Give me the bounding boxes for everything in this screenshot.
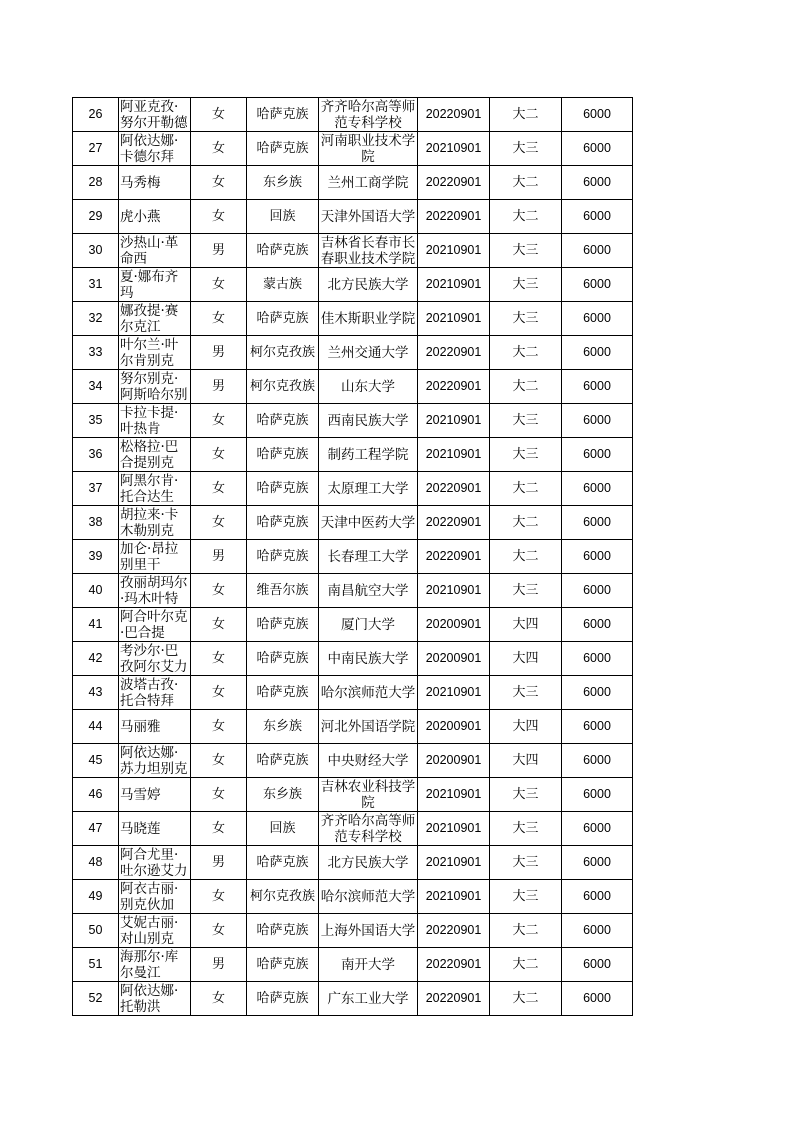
- enrollment-date-cell: 20220901: [418, 472, 490, 506]
- student-name-cell: 阿依达娜·卡德尔拜: [119, 132, 191, 166]
- row-number-cell: 27: [73, 132, 119, 166]
- school-cell: 西南民族大学: [319, 404, 418, 438]
- row-number-cell: 41: [73, 608, 119, 642]
- gender-cell: 女: [191, 404, 247, 438]
- grade-cell: 大二: [490, 98, 562, 132]
- enrollment-date-cell: 20220901: [418, 200, 490, 234]
- amount-cell: 6000: [562, 166, 633, 200]
- school-cell: 长春理工大学: [319, 540, 418, 574]
- row-number-cell: 40: [73, 574, 119, 608]
- table-row: [73, 472, 633, 506]
- student-name-cell: 加仑·昂拉别里干: [119, 540, 191, 574]
- grade-cell: 大二: [490, 472, 562, 506]
- school-cell: 广东工业大学: [319, 982, 418, 1016]
- amount-cell: 6000: [562, 506, 633, 540]
- student-name-cell: 阿依达娜·苏力坦别克: [119, 744, 191, 778]
- amount-cell: 6000: [562, 982, 633, 1016]
- gender-cell: 女: [191, 506, 247, 540]
- grade-cell: 大三: [490, 132, 562, 166]
- table-row: [73, 370, 633, 404]
- row-number-cell: 48: [73, 846, 119, 880]
- student-name-cell: 马雪婷: [119, 778, 191, 812]
- grade-cell: 大四: [490, 744, 562, 778]
- table-row: [73, 846, 633, 880]
- ethnicity-cell: 哈萨克族: [247, 676, 319, 710]
- grade-cell: 大二: [490, 200, 562, 234]
- gender-cell: 女: [191, 914, 247, 948]
- table-row: [73, 710, 633, 744]
- row-number-cell: 37: [73, 472, 119, 506]
- ethnicity-cell: 哈萨克族: [247, 540, 319, 574]
- school-cell: 中央财经大学: [319, 744, 418, 778]
- gender-cell: 男: [191, 370, 247, 404]
- enrollment-date-cell: 20200901: [418, 608, 490, 642]
- enrollment-date-cell: 20210901: [418, 302, 490, 336]
- student-name-cell: 夏·娜布齐玛: [119, 268, 191, 302]
- row-number-cell: 44: [73, 710, 119, 744]
- school-cell: 齐齐哈尔高等师范专科学校: [319, 98, 418, 132]
- gender-cell: 女: [191, 676, 247, 710]
- enrollment-date-cell: 20210901: [418, 132, 490, 166]
- grade-cell: 大二: [490, 506, 562, 540]
- row-number-cell: 35: [73, 404, 119, 438]
- amount-cell: 6000: [562, 710, 633, 744]
- enrollment-date-cell: 20210901: [418, 404, 490, 438]
- row-number-cell: 34: [73, 370, 119, 404]
- ethnicity-cell: 哈萨克族: [247, 608, 319, 642]
- student-name-cell: 海那尔·库尔曼江: [119, 948, 191, 982]
- student-name-cell: 阿依达娜·托勒洪: [119, 982, 191, 1016]
- grade-cell: 大三: [490, 404, 562, 438]
- grade-cell: 大三: [490, 812, 562, 846]
- gender-cell: 女: [191, 778, 247, 812]
- school-cell: 哈尔滨师范大学: [319, 676, 418, 710]
- table-row: [73, 200, 633, 234]
- enrollment-date-cell: 20210901: [418, 778, 490, 812]
- amount-cell: 6000: [562, 370, 633, 404]
- gender-cell: 男: [191, 336, 247, 370]
- row-number-cell: 38: [73, 506, 119, 540]
- student-name-cell: 艾妮古丽·对山别克: [119, 914, 191, 948]
- student-name-cell: 阿合尤里·吐尔逊艾力: [119, 846, 191, 880]
- grade-cell: 大四: [490, 642, 562, 676]
- school-cell: 北方民族大学: [319, 846, 418, 880]
- enrollment-date-cell: 20210901: [418, 880, 490, 914]
- student-name-cell: 沙热山·革命西: [119, 234, 191, 268]
- gender-cell: 女: [191, 166, 247, 200]
- grade-cell: 大二: [490, 914, 562, 948]
- row-number-cell: 33: [73, 336, 119, 370]
- school-cell: 制药工程学院: [319, 438, 418, 472]
- grade-cell: 大二: [490, 540, 562, 574]
- ethnicity-cell: 哈萨克族: [247, 472, 319, 506]
- gender-cell: 男: [191, 948, 247, 982]
- ethnicity-cell: 东乡族: [247, 710, 319, 744]
- amount-cell: 6000: [562, 132, 633, 166]
- student-name-cell: 阿黑尔肯·托合达生: [119, 472, 191, 506]
- amount-cell: 6000: [562, 846, 633, 880]
- enrollment-date-cell: 20210901: [418, 676, 490, 710]
- table-row: [73, 778, 633, 812]
- row-number-cell: 47: [73, 812, 119, 846]
- enrollment-date-cell: 20220901: [418, 540, 490, 574]
- school-cell: 厦门大学: [319, 608, 418, 642]
- gender-cell: 女: [191, 982, 247, 1016]
- table-row: [73, 506, 633, 540]
- table-row: [73, 438, 633, 472]
- amount-cell: 6000: [562, 574, 633, 608]
- amount-cell: 6000: [562, 404, 633, 438]
- grade-cell: 大二: [490, 336, 562, 370]
- ethnicity-cell: 哈萨克族: [247, 846, 319, 880]
- student-name-cell: 努尔别克·阿斯哈尔别: [119, 370, 191, 404]
- grade-cell: 大三: [490, 846, 562, 880]
- row-number-cell: 26: [73, 98, 119, 132]
- amount-cell: 6000: [562, 540, 633, 574]
- gender-cell: 女: [191, 812, 247, 846]
- grade-cell: 大三: [490, 778, 562, 812]
- row-number-cell: 43: [73, 676, 119, 710]
- gender-cell: 女: [191, 132, 247, 166]
- gender-cell: 男: [191, 846, 247, 880]
- grade-cell: 大二: [490, 982, 562, 1016]
- enrollment-date-cell: 20200901: [418, 710, 490, 744]
- row-number-cell: 31: [73, 268, 119, 302]
- roster-body: [73, 98, 633, 1016]
- ethnicity-cell: 哈萨克族: [247, 302, 319, 336]
- amount-cell: 6000: [562, 98, 633, 132]
- student-name-cell: 胡拉来·卡木勒别克: [119, 506, 191, 540]
- student-name-cell: 马晓莲: [119, 812, 191, 846]
- enrollment-date-cell: 20200901: [418, 744, 490, 778]
- school-cell: 兰州交通大学: [319, 336, 418, 370]
- grade-cell: 大三: [490, 438, 562, 472]
- row-number-cell: 32: [73, 302, 119, 336]
- enrollment-date-cell: 20210901: [418, 234, 490, 268]
- table-row: [73, 880, 633, 914]
- enrollment-date-cell: 20210901: [418, 268, 490, 302]
- row-number-cell: 51: [73, 948, 119, 982]
- table-row: [73, 948, 633, 982]
- student-name-cell: 波塔古孜·托合特拜: [119, 676, 191, 710]
- table-row: [73, 336, 633, 370]
- ethnicity-cell: 蒙古族: [247, 268, 319, 302]
- gender-cell: 女: [191, 744, 247, 778]
- ethnicity-cell: 哈萨克族: [247, 234, 319, 268]
- amount-cell: 6000: [562, 744, 633, 778]
- gender-cell: 男: [191, 234, 247, 268]
- enrollment-date-cell: 20220901: [418, 506, 490, 540]
- table-row: [73, 132, 633, 166]
- grade-cell: 大三: [490, 574, 562, 608]
- table-row: [73, 812, 633, 846]
- table-row: [73, 914, 633, 948]
- ethnicity-cell: 哈萨克族: [247, 948, 319, 982]
- grade-cell: 大三: [490, 268, 562, 302]
- student-name-cell: 马丽雅: [119, 710, 191, 744]
- school-cell: 南开大学: [319, 948, 418, 982]
- ethnicity-cell: 哈萨克族: [247, 98, 319, 132]
- ethnicity-cell: 哈萨克族: [247, 914, 319, 948]
- amount-cell: 6000: [562, 268, 633, 302]
- school-cell: 哈尔滨师范大学: [319, 880, 418, 914]
- gender-cell: 女: [191, 710, 247, 744]
- enrollment-date-cell: 20220901: [418, 98, 490, 132]
- student-name-cell: 阿合叶尔克·巴合提: [119, 608, 191, 642]
- grade-cell: 大二: [490, 948, 562, 982]
- student-name-cell: 虎小燕: [119, 200, 191, 234]
- amount-cell: 6000: [562, 880, 633, 914]
- row-number-cell: 42: [73, 642, 119, 676]
- ethnicity-cell: 维吾尔族: [247, 574, 319, 608]
- ethnicity-cell: 哈萨克族: [247, 642, 319, 676]
- grade-cell: 大二: [490, 370, 562, 404]
- amount-cell: 6000: [562, 472, 633, 506]
- school-cell: 兰州工商学院: [319, 166, 418, 200]
- ethnicity-cell: 哈萨克族: [247, 404, 319, 438]
- enrollment-date-cell: 20210901: [418, 846, 490, 880]
- row-number-cell: 49: [73, 880, 119, 914]
- ethnicity-cell: 柯尔克孜族: [247, 336, 319, 370]
- student-name-cell: 阿衣古丽·别克伙加: [119, 880, 191, 914]
- enrollment-date-cell: 20220901: [418, 370, 490, 404]
- amount-cell: 6000: [562, 234, 633, 268]
- enrollment-date-cell: 20210901: [418, 574, 490, 608]
- grade-cell: 大二: [490, 166, 562, 200]
- ethnicity-cell: 东乡族: [247, 778, 319, 812]
- enrollment-date-cell: 20200901: [418, 642, 490, 676]
- table-row: [73, 574, 633, 608]
- school-cell: 吉林农业科技学院: [319, 778, 418, 812]
- gender-cell: 女: [191, 574, 247, 608]
- amount-cell: 6000: [562, 200, 633, 234]
- student-name-cell: 卡拉卡提·叶热肯: [119, 404, 191, 438]
- table-row: [73, 166, 633, 200]
- gender-cell: 女: [191, 268, 247, 302]
- school-cell: 河北外国语学院: [319, 710, 418, 744]
- grade-cell: 大三: [490, 880, 562, 914]
- row-number-cell: 39: [73, 540, 119, 574]
- amount-cell: 6000: [562, 336, 633, 370]
- ethnicity-cell: 回族: [247, 812, 319, 846]
- gender-cell: 女: [191, 642, 247, 676]
- school-cell: 天津中医药大学: [319, 506, 418, 540]
- student-name-cell: 松格拉·巴合提别克: [119, 438, 191, 472]
- amount-cell: 6000: [562, 914, 633, 948]
- table-row: [73, 676, 633, 710]
- row-number-cell: 46: [73, 778, 119, 812]
- ethnicity-cell: 哈萨克族: [247, 982, 319, 1016]
- ethnicity-cell: 哈萨克族: [247, 132, 319, 166]
- amount-cell: 6000: [562, 608, 633, 642]
- row-number-cell: 50: [73, 914, 119, 948]
- gender-cell: 女: [191, 302, 247, 336]
- grade-cell: 大三: [490, 234, 562, 268]
- ethnicity-cell: 哈萨克族: [247, 744, 319, 778]
- school-cell: 天津外国语大学: [319, 200, 418, 234]
- table-row: [73, 404, 633, 438]
- table-row: [73, 98, 633, 132]
- school-cell: 南昌航空大学: [319, 574, 418, 608]
- amount-cell: 6000: [562, 438, 633, 472]
- ethnicity-cell: 回族: [247, 200, 319, 234]
- gender-cell: 女: [191, 200, 247, 234]
- school-cell: 太原理工大学: [319, 472, 418, 506]
- amount-cell: 6000: [562, 778, 633, 812]
- table-row: [73, 642, 633, 676]
- student-name-cell: 孜丽胡玛尔·玛木叶特: [119, 574, 191, 608]
- ethnicity-cell: 柯尔克孜族: [247, 880, 319, 914]
- gender-cell: 男: [191, 540, 247, 574]
- row-number-cell: 52: [73, 982, 119, 1016]
- grade-cell: 大四: [490, 608, 562, 642]
- enrollment-date-cell: 20220901: [418, 982, 490, 1016]
- school-cell: 中南民族大学: [319, 642, 418, 676]
- row-number-cell: 29: [73, 200, 119, 234]
- school-cell: 北方民族大学: [319, 268, 418, 302]
- amount-cell: 6000: [562, 676, 633, 710]
- amount-cell: 6000: [562, 812, 633, 846]
- grade-cell: 大三: [490, 676, 562, 710]
- school-cell: 河南职业技术学院: [319, 132, 418, 166]
- school-cell: 佳木斯职业学院: [319, 302, 418, 336]
- enrollment-date-cell: 20210901: [418, 812, 490, 846]
- row-number-cell: 30: [73, 234, 119, 268]
- amount-cell: 6000: [562, 302, 633, 336]
- row-number-cell: 36: [73, 438, 119, 472]
- enrollment-date-cell: 20210901: [418, 438, 490, 472]
- grade-cell: 大三: [490, 302, 562, 336]
- student-roster-table: [72, 97, 633, 1016]
- enrollment-date-cell: 20220901: [418, 914, 490, 948]
- gender-cell: 女: [191, 608, 247, 642]
- table-row: [73, 982, 633, 1016]
- table-row: [73, 744, 633, 778]
- table-row: [73, 608, 633, 642]
- ethnicity-cell: 哈萨克族: [247, 506, 319, 540]
- row-number-cell: 28: [73, 166, 119, 200]
- amount-cell: 6000: [562, 948, 633, 982]
- table-row: [73, 540, 633, 574]
- enrollment-date-cell: 20220901: [418, 166, 490, 200]
- gender-cell: 女: [191, 98, 247, 132]
- gender-cell: 女: [191, 438, 247, 472]
- school-cell: 吉林省长春市长春职业技术学院: [319, 234, 418, 268]
- student-name-cell: 叶尔兰·叶尔肯别克: [119, 336, 191, 370]
- table-row: [73, 268, 633, 302]
- school-cell: 山东大学: [319, 370, 418, 404]
- gender-cell: 女: [191, 472, 247, 506]
- student-name-cell: 考沙尔·巴孜阿尔艾力: [119, 642, 191, 676]
- enrollment-date-cell: 20220901: [418, 948, 490, 982]
- school-cell: 上海外国语大学: [319, 914, 418, 948]
- table-row: [73, 302, 633, 336]
- grade-cell: 大四: [490, 710, 562, 744]
- school-cell: 齐齐哈尔高等师范专科学校: [319, 812, 418, 846]
- student-name-cell: 阿亚克孜·努尔开勒德: [119, 98, 191, 132]
- enrollment-date-cell: 20220901: [418, 336, 490, 370]
- student-name-cell: 马秀梅: [119, 166, 191, 200]
- ethnicity-cell: 东乡族: [247, 166, 319, 200]
- ethnicity-cell: 柯尔克孜族: [247, 370, 319, 404]
- student-name-cell: 娜孜提·赛尔克江: [119, 302, 191, 336]
- table-row: [73, 234, 633, 268]
- gender-cell: 女: [191, 880, 247, 914]
- amount-cell: 6000: [562, 642, 633, 676]
- row-number-cell: 45: [73, 744, 119, 778]
- ethnicity-cell: 哈萨克族: [247, 438, 319, 472]
